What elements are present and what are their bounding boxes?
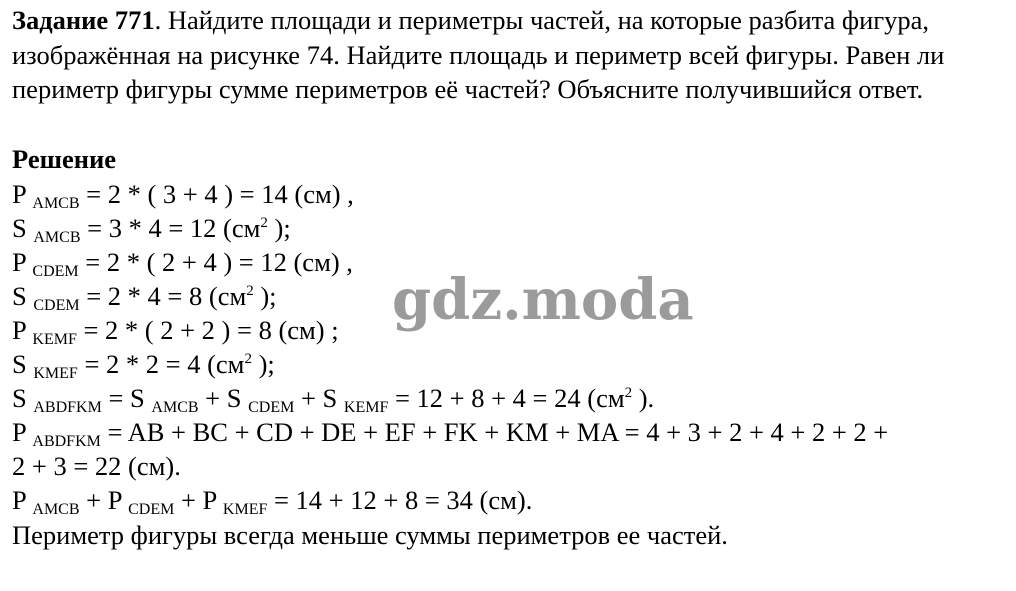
formula-subscript: KMEF (222, 501, 268, 518)
formula-tail: ); (267, 213, 291, 243)
formula-subscript: CDEM (33, 297, 80, 314)
formula-expression: = 2 * ( 2 + 4 ) = 12 (см) , (78, 247, 353, 277)
formula-continuation: 2 + 3 = 22 (см). (12, 451, 181, 481)
formula-var: P (12, 179, 26, 209)
formula-expression: = S (101, 383, 152, 413)
formula-var: S (12, 349, 27, 379)
formula-tail: ); (251, 349, 275, 379)
task-label: Задание 771 (12, 5, 155, 35)
formula-line-2 (12, 211, 291, 245)
formula-subscript: ABDFKM (32, 433, 101, 450)
formula-subscript: CDEM (248, 399, 295, 416)
formula-superscript: 2 (624, 385, 633, 401)
formula-line-4 (12, 279, 277, 313)
formula-superscript: 2 (244, 351, 252, 367)
formula-line-9 (12, 449, 181, 483)
formula-var: P (12, 315, 26, 345)
solution-title: Решение (12, 144, 117, 174)
conclusion-line (12, 518, 728, 552)
formula-expression: = AB + BC + CD + DE + EF + FK + KM + MA = 4 + 3 + 2 + 4 + 2 + 2 + (100, 417, 889, 447)
formula-expression: = 2 * 4 = 8 (см (79, 281, 247, 311)
formula-expression: + S (294, 383, 344, 413)
formula-line-5 (12, 313, 339, 347)
formula-superscript: 2 (260, 215, 268, 231)
formula-tail: ); (253, 281, 277, 311)
formula-expression: + S (198, 383, 249, 413)
formula-var: S (12, 213, 27, 243)
formula-expression: = 3 * 4 = 12 (см (80, 213, 261, 243)
formula-superscript: 2 (246, 283, 254, 299)
formula-subscript: ABDFKM (33, 399, 102, 416)
formula-var: S (12, 281, 27, 311)
formula-line-7 (12, 381, 654, 415)
conclusion-text: Периметр фигуры всегда меньше суммы периметров ее частей. (12, 520, 728, 550)
formula-line-6 (12, 347, 275, 381)
formula-subscript: KEMF (343, 399, 389, 416)
formula-line-1 (12, 177, 354, 211)
formula-line-10 (12, 483, 532, 517)
formula-var: S (12, 383, 27, 413)
formula-var: P (12, 485, 26, 515)
formula-expression: = 2 * ( 2 + 2 ) = 8 (см) ; (76, 315, 339, 345)
formula-expression: = 12 + 8 + 4 = 24 (см (388, 383, 625, 413)
formula-subscript: KEMF (32, 331, 77, 348)
formula-expression: = 14 + 12 + 8 = 34 (см). (267, 485, 533, 515)
formula-expression: + P (79, 485, 129, 515)
formula-subscript: CDEM (32, 263, 79, 280)
formula-var: P (12, 417, 26, 447)
formula-subscript: AMCB (33, 229, 81, 246)
formula-subscript: AMCB (32, 501, 80, 518)
formula-tail: ). (632, 383, 655, 413)
formula-subscript: KMEF (33, 365, 78, 382)
formula-subscript: AMCB (32, 195, 80, 212)
formula-expression: = 2 * 2 = 4 (см (77, 349, 245, 379)
formula-line-3 (12, 245, 353, 279)
formula-subscript: CDEM (128, 501, 175, 518)
watermark: gdz.moda (392, 267, 694, 333)
task-text: . Найдите площади и периметры частей, на которые разбита фигура, изображённая на рисунке 74. Найдите площадь и периметр всей фигуры. Равен ли периметр фигуры сумме периметров её частей? Объясните получившийся ответ. (12, 5, 945, 104)
formula-line-8 (12, 415, 888, 449)
formula-expression: + P (174, 485, 223, 515)
formula-expression: = 2 * ( 3 + 4 ) = 14 (см) , (79, 179, 354, 209)
task-statement (12, 3, 1012, 107)
formula-var: P (12, 247, 26, 277)
formula-subscript: AMCB (151, 399, 199, 416)
